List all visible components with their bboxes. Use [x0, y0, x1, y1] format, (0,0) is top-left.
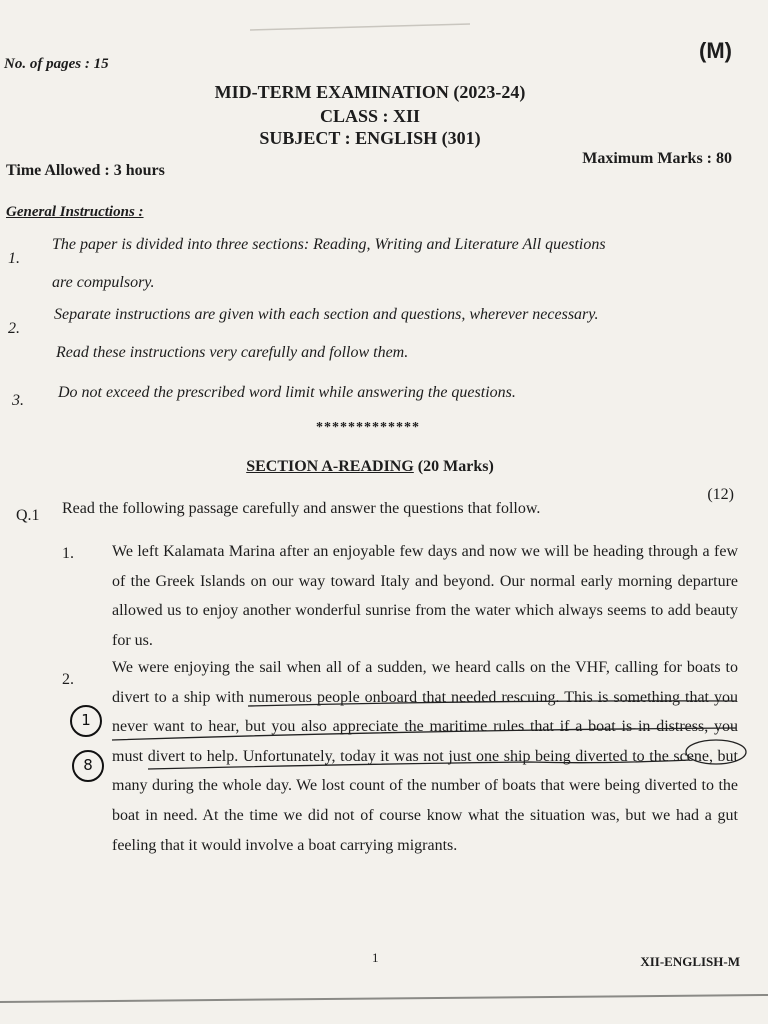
- instruction-line: Do not exceed the prescribed word limit while answering the questions.: [58, 384, 516, 401]
- question-marks: (12): [707, 486, 734, 503]
- page-count: No. of pages : 15: [4, 56, 109, 72]
- passage-para-number: 1.: [62, 545, 74, 562]
- instruction-line: Separate instructions are given with each section and questions, wherever necessary.: [54, 306, 599, 323]
- maximum-marks: Maximum Marks : 80: [582, 150, 732, 167]
- instruction-number: 3.: [12, 392, 24, 409]
- instruction-line: are compulsory.: [52, 274, 155, 291]
- handwritten-circled-number: 1: [70, 705, 102, 737]
- passage-paragraph: We left Kalamata Marina after an enjoyable few days and now we will be heading through a few of the Greek Islands on our way toward Italy and beyond. Our normal early morning departure allowed us to enjoy another wonderful sunrise from the water which always seems to add beauty for us.: [112, 543, 738, 649]
- instruction-number: 2.: [8, 320, 20, 337]
- passage-paragraph: We were enjoying the sail when all of a sudden, we heard calls on the VHF, calling for boats to divert to a ship with numerous people onboard that needed rescuing. This is something that you never want to hear, but you also appreciate the maritime rules that if a boat is in distress, you must divert to help. Unfortunately, today it was not just one ship being diverted to the scene, but many during the whole day. We lost count of the number of boats that were being diverted to the boat in need. At the time we did not of course know what the situation was, but we had a gut feeling that it would involve a boat carrying migrants.: [112, 659, 738, 854]
- exam-title: MID-TERM EXAMINATION (2023-24): [214, 82, 526, 102]
- paper-set-code: (M): [699, 38, 732, 63]
- instruction-line: The paper is divided into three sections: Reading, Writing and Literature All questions: [52, 236, 606, 253]
- instruction-number: 1.: [8, 250, 20, 267]
- page-number: 1: [372, 950, 379, 965]
- handwritten-circled-number: 8: [72, 750, 104, 782]
- question-number: Q.1: [16, 507, 40, 524]
- instruction-line: Read these instructions very carefully and follow them.: [56, 344, 409, 361]
- separator-stars: *************: [316, 420, 420, 435]
- section-marks: (20 Marks): [417, 458, 494, 475]
- general-instructions-heading: General Instructions :: [6, 204, 144, 220]
- section-title: SECTION A-READING: [246, 458, 414, 475]
- question-text: Read the following passage carefully and answer the questions that follow.: [62, 500, 541, 517]
- passage-para-number: 2.: [62, 671, 74, 688]
- time-allowed: Time Allowed : 3 hours: [6, 162, 165, 179]
- paper-code: XII-ENGLISH-M: [640, 954, 740, 969]
- subject-title: SUBJECT : ENGLISH (301): [259, 128, 481, 148]
- class-title: CLASS : XII: [319, 106, 421, 126]
